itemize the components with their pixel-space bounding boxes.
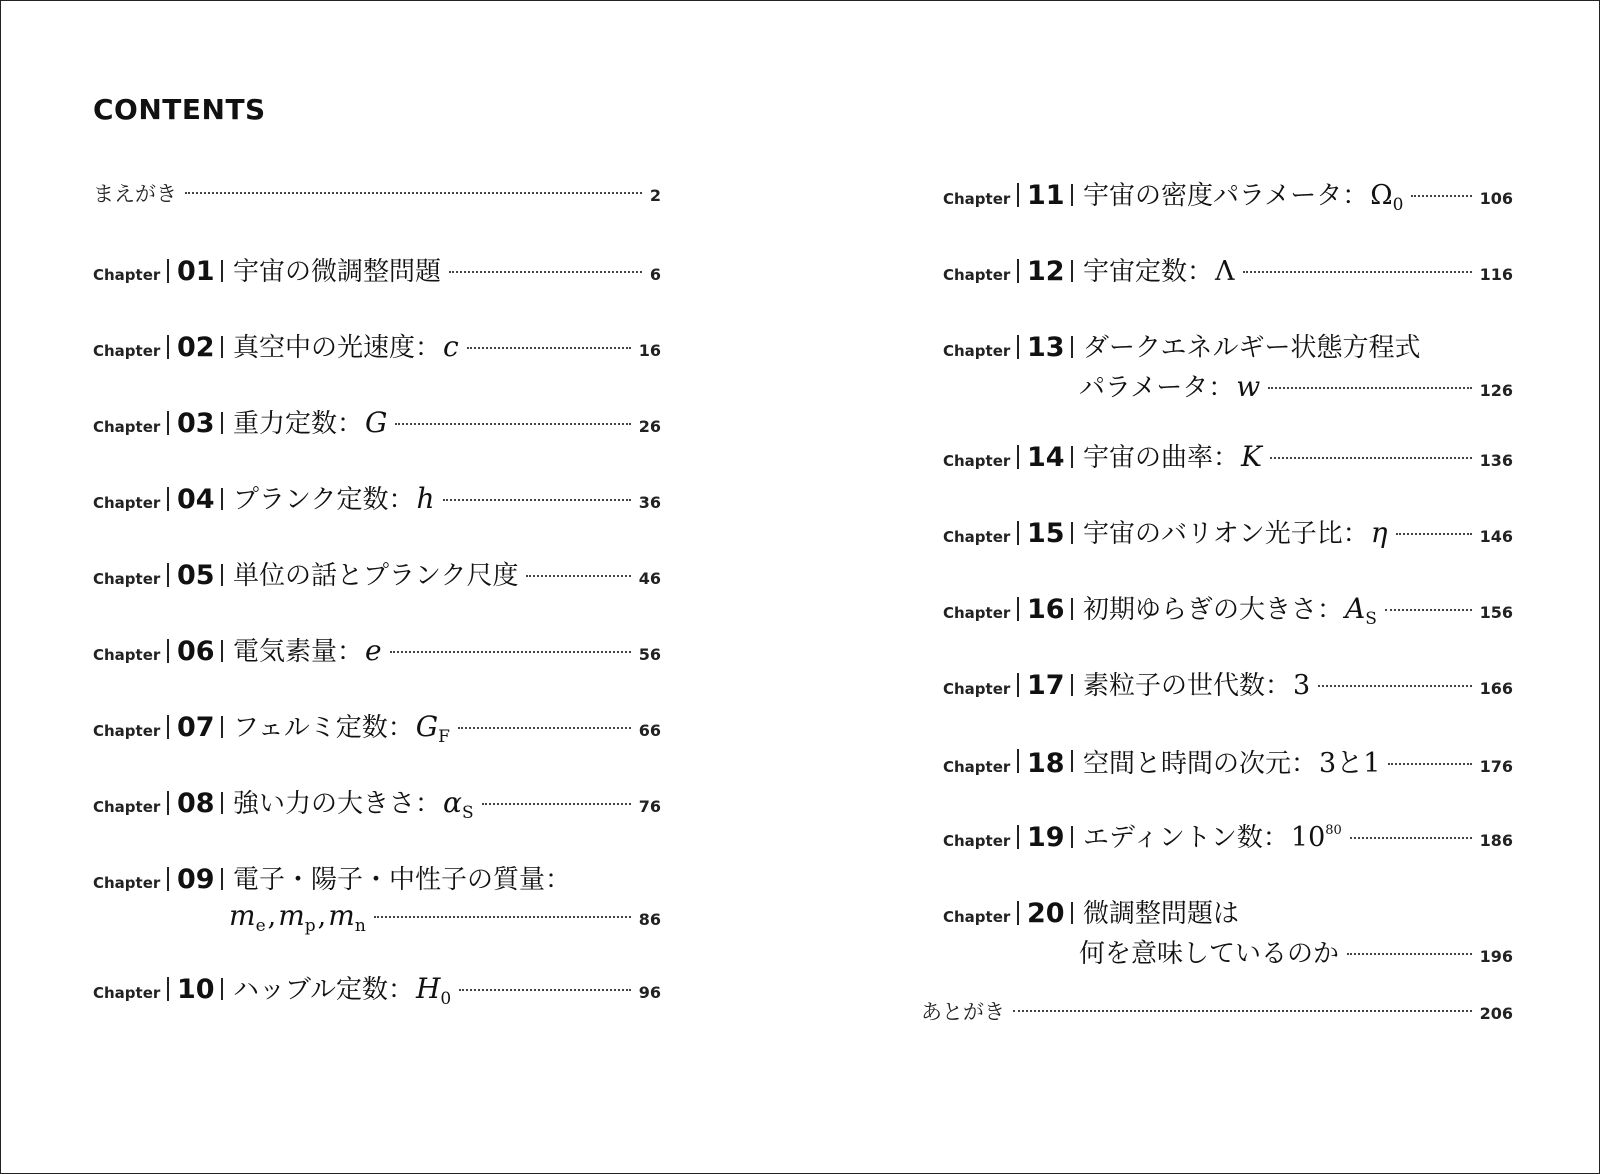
- chapter-label: Chapter: [93, 418, 161, 436]
- divider: [167, 715, 169, 739]
- leader-dots: [449, 271, 642, 273]
- symbol-subscript: S: [1365, 609, 1377, 629]
- page-number: 2: [649, 186, 661, 205]
- chapter-label: Chapter: [943, 342, 1011, 360]
- chapter-number: 14: [1027, 442, 1065, 473]
- chapter-label: Chapter: [943, 452, 1011, 470]
- toc-entry-chapter-10[interactable]: [93, 969, 661, 1009]
- chapter-title-line2: 何を意味しているのか: [1079, 939, 1340, 969]
- leader-dots: [482, 803, 631, 805]
- divider: [1017, 183, 1019, 207]
- toc-entry-chapter-15[interactable]: [943, 513, 1513, 553]
- symbol-subscript: F: [438, 727, 450, 747]
- chapter-number: 11: [1027, 180, 1065, 211]
- divider: [167, 977, 169, 1001]
- chapter-title: ダークエネルギー状態方程式: [1083, 333, 1421, 363]
- chapter-label: Chapter: [93, 984, 161, 1002]
- divider: [1017, 597, 1019, 621]
- toc-entry-chapter-04[interactable]: [93, 479, 661, 519]
- page-number: 6: [649, 265, 661, 284]
- chapter-number: 05: [177, 560, 215, 591]
- chapter-title: 宇宙の微調整問題: [233, 257, 442, 287]
- chapter-title: 微調整問題は: [1083, 899, 1240, 929]
- chapter-title: 電気素量：: [233, 637, 364, 667]
- leader-dots: [390, 651, 631, 653]
- page-number: 206: [1479, 1004, 1513, 1023]
- chapter-label: Chapter: [943, 758, 1011, 776]
- toc-entry-chapter-12[interactable]: [943, 251, 1513, 291]
- page-number: 16: [638, 341, 661, 360]
- chapter-label: Chapter: [93, 722, 161, 740]
- chapter-symbol: $10^{80}$: [1290, 822, 1342, 853]
- symbol-subscript: 0: [1392, 195, 1404, 215]
- chapter-title: フェルミ定数：: [233, 713, 414, 743]
- chapter-title: 初期ゆらぎの大きさ：: [1083, 595, 1344, 625]
- chapter-number: 04: [177, 484, 215, 515]
- page-number: 166: [1479, 679, 1513, 698]
- toc-entry-chapter-02[interactable]: [93, 327, 661, 367]
- chapter-symbol: c: [443, 330, 459, 363]
- chapter-symbol: $A_S$: [1345, 592, 1377, 629]
- divider: [221, 868, 223, 890]
- divider: [1017, 335, 1019, 359]
- chapter-symbol: $H_0$: [415, 972, 452, 1009]
- divider: [167, 259, 169, 283]
- page-number: 86: [638, 910, 661, 929]
- chapter-number: 12: [1027, 256, 1065, 287]
- page-number: 26: [638, 417, 661, 436]
- leader-dots: [1347, 953, 1472, 955]
- divider: [221, 488, 223, 510]
- chapter-label: Chapter: [943, 908, 1011, 926]
- leader-dots: [1385, 609, 1472, 611]
- chapter-number: 20: [1027, 898, 1065, 929]
- chapter-label: Chapter: [943, 190, 1011, 208]
- chapter-symbol: η: [1370, 516, 1388, 549]
- chapter-number: 03: [177, 408, 215, 439]
- divider: [1071, 674, 1073, 696]
- divider: [1017, 749, 1019, 773]
- preface-title: まえがき: [93, 182, 177, 206]
- divider: [167, 335, 169, 359]
- toc-entry-chapter-03[interactable]: [93, 403, 661, 443]
- chapter-label: Chapter: [93, 342, 161, 360]
- divider: [1071, 522, 1073, 544]
- symbol-subscript: S: [461, 803, 474, 823]
- divider: [1071, 902, 1073, 924]
- chapter-symbol: $\alpha_S$: [443, 786, 474, 823]
- leader-dots: [1268, 387, 1471, 389]
- divider: [1017, 901, 1019, 925]
- toc-entry-chapter-18[interactable]: [943, 741, 1513, 781]
- toc-entry-preface[interactable]: [93, 178, 661, 218]
- page-number: 46: [638, 569, 661, 588]
- leader-dots: [1350, 837, 1472, 839]
- page-number: 56: [638, 645, 661, 664]
- leader-dots: [459, 989, 631, 991]
- divider: [1017, 673, 1019, 697]
- chapter-label: Chapter: [93, 570, 161, 588]
- toc-entry-chapter-19[interactable]: [943, 817, 1513, 857]
- leader-dots: [458, 727, 631, 729]
- toc-entry-chapter-01[interactable]: [93, 251, 661, 291]
- toc-entry-chapter-11[interactable]: [943, 175, 1513, 215]
- toc-entry-chapter-06[interactable]: [93, 631, 661, 671]
- page-number: 96: [638, 983, 661, 1002]
- toc-entry-chapter-16[interactable]: [943, 589, 1513, 629]
- chapter-title: プランク定数：: [233, 485, 415, 515]
- page-number: 76: [638, 797, 661, 816]
- chapter-label: Chapter: [93, 494, 161, 512]
- toc-entry-chapter-08[interactable]: [93, 783, 661, 823]
- toc-entry-chapter-20[interactable]: [943, 893, 1513, 973]
- chapter-title: 宇宙の密度パラメータ：: [1083, 181, 1369, 211]
- chapter-number: 06: [177, 636, 215, 667]
- page-number: 126: [1479, 381, 1513, 400]
- chapter-symbol: $\Omega_0$: [1370, 180, 1404, 215]
- leader-dots: [1270, 457, 1472, 459]
- leader-dots: [1013, 1010, 1472, 1012]
- page-number: 176: [1479, 757, 1513, 776]
- chapter-title: 真空中の光速度：: [233, 333, 442, 363]
- leader-dots: [526, 575, 630, 577]
- leader-dots: [1411, 195, 1471, 197]
- chapter-number: 02: [177, 332, 215, 363]
- chapter-title: 宇宙定数：: [1083, 257, 1214, 287]
- divider: [1017, 521, 1019, 545]
- chapter-title: ハッブル定数：: [233, 975, 414, 1005]
- toc-entry-chapter-13[interactable]: [943, 327, 1513, 407]
- chapter-label: Chapter: [943, 528, 1011, 546]
- divider: [167, 639, 169, 663]
- chapter-label: Chapter: [93, 874, 161, 892]
- mass-symbol-electron: $m_e$: [229, 899, 266, 936]
- chapter-label: Chapter: [943, 266, 1011, 284]
- chapter-number: 10: [177, 974, 215, 1005]
- chapter-symbol: $G_F$: [415, 710, 450, 747]
- chapter-number: 17: [1027, 670, 1065, 701]
- mass-symbol-neutron: $m_n$: [328, 899, 366, 936]
- divider: [221, 716, 223, 738]
- page-number: 186: [1479, 831, 1513, 850]
- divider: [1071, 446, 1073, 468]
- chapter-number: 08: [177, 788, 215, 819]
- leader-dots: [1396, 533, 1472, 535]
- chapter-label: Chapter: [93, 798, 161, 816]
- toc-entry-chapter-17[interactable]: [943, 665, 1513, 705]
- page-number: 146: [1479, 527, 1513, 546]
- symbol-superscript: 80: [1325, 823, 1342, 838]
- divider: [167, 791, 169, 815]
- leader-dots: [395, 423, 630, 425]
- page-title: CONTENTS: [93, 93, 266, 126]
- chapter-number: 16: [1027, 594, 1065, 625]
- divider: [1071, 750, 1073, 772]
- chapter-title: 素粒子の世代数：: [1083, 671, 1292, 701]
- divider: [1017, 825, 1019, 849]
- chapter-number: 07: [177, 712, 215, 743]
- mass-symbol-proton: $m_p$: [278, 899, 316, 936]
- leader-dots: [1318, 685, 1471, 687]
- chapter-symbol: 3: [1293, 670, 1311, 701]
- chapter-label: Chapter: [93, 266, 161, 284]
- divider: [221, 260, 223, 282]
- page-number: 136: [1479, 451, 1513, 470]
- chapter-number: 19: [1027, 822, 1065, 853]
- leader-dots: [374, 916, 631, 918]
- divider: [167, 411, 169, 435]
- page-number: 106: [1479, 189, 1513, 208]
- chapter-title: 宇宙のバリオン光子比：: [1083, 519, 1369, 549]
- chapter-title: 強い力の大きさ：: [233, 789, 442, 819]
- chapter-label: Chapter: [943, 680, 1011, 698]
- chapter-symbol: w: [1236, 370, 1261, 403]
- divider: [1071, 184, 1073, 206]
- afterword-title: あとがき: [921, 1000, 1005, 1024]
- divider: [167, 487, 169, 511]
- divider: [1071, 336, 1073, 358]
- chapter-symbol: h: [416, 482, 435, 515]
- chapter-title: 空間と時間の次元：: [1083, 749, 1318, 779]
- divider: [1071, 260, 1073, 282]
- toc-entry-chapter-14[interactable]: [943, 437, 1513, 477]
- symbol-subscript: 0: [440, 989, 452, 1009]
- divider: [167, 867, 169, 891]
- page-number: 196: [1479, 947, 1513, 966]
- divider: [221, 640, 223, 662]
- chapter-label: Chapter: [93, 646, 161, 664]
- divider: [221, 412, 223, 434]
- toc-entry-chapter-05[interactable]: [93, 555, 661, 595]
- leader-dots: [185, 192, 642, 194]
- toc-entry-chapter-09[interactable]: Chapter 09 電子・陽子・中性子の質量： $m_e$ , $m_p$ , $m_n$ 86: [93, 859, 661, 939]
- divider: [221, 978, 223, 1000]
- divider: [1071, 826, 1073, 848]
- chapter-symbol: Λ: [1215, 256, 1235, 287]
- divider: [221, 564, 223, 586]
- chapter-number: 18: [1027, 748, 1065, 779]
- chapter-symbol: 3と1: [1319, 748, 1381, 779]
- chapter-title: 重力定数：: [233, 409, 364, 439]
- toc-entry-afterword[interactable]: [921, 996, 1513, 1036]
- chapter-title-line2: パラメータ：: [1079, 373, 1235, 403]
- page-number: 156: [1479, 603, 1513, 622]
- page-number: 116: [1479, 265, 1513, 284]
- leader-dots: [1243, 271, 1472, 273]
- divider: [1071, 598, 1073, 620]
- divider: [167, 563, 169, 587]
- divider: [1017, 445, 1019, 469]
- divider: [1017, 259, 1019, 283]
- divider: [221, 336, 223, 358]
- chapter-number: 09: [177, 864, 215, 895]
- page-number: 36: [638, 493, 661, 512]
- leader-dots: [443, 499, 631, 501]
- chapter-number: 13: [1027, 332, 1065, 363]
- chapter-number: 15: [1027, 518, 1065, 549]
- chapter-label: Chapter: [943, 604, 1011, 622]
- leader-dots: [1388, 763, 1471, 765]
- page-number: 66: [638, 721, 661, 740]
- chapter-number: 01: [177, 256, 215, 287]
- chapter-symbol: e: [365, 634, 382, 667]
- toc-entry-chapter-07[interactable]: [93, 707, 661, 747]
- chapter-label: Chapter: [943, 832, 1011, 850]
- chapter-symbol: G: [365, 406, 388, 439]
- chapter-title: 単位の話とプランク尺度: [233, 561, 519, 591]
- leader-dots: [467, 347, 631, 349]
- chapter-symbol: K: [1241, 440, 1262, 473]
- chapter-title: エディントン数：: [1083, 823, 1289, 853]
- divider: [221, 792, 223, 814]
- chapter-title: 電子・陽子・中性子の質量：: [233, 865, 572, 895]
- chapter-title: 宇宙の曲率：: [1083, 443, 1240, 473]
